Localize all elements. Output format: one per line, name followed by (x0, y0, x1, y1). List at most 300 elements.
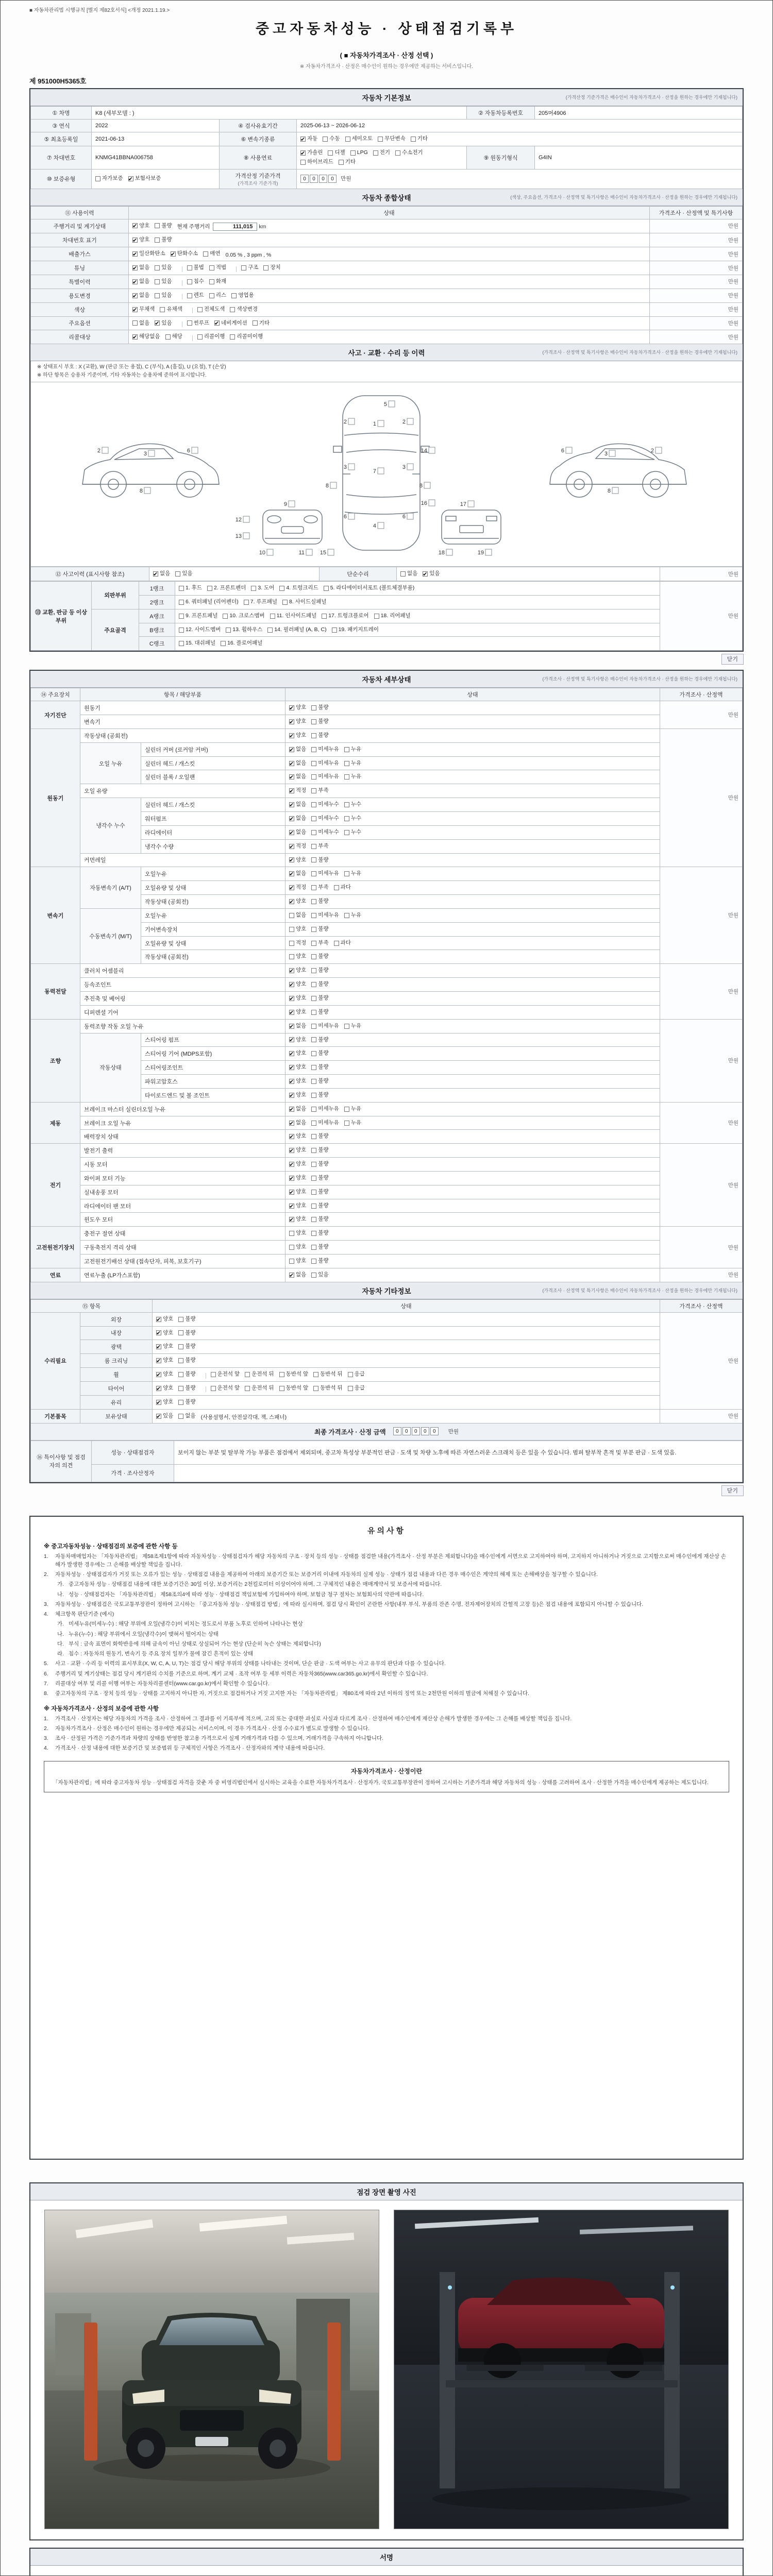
option-미세누유[interactable] (311, 1022, 339, 1031)
option-없음[interactable] (289, 1118, 306, 1128)
option-4. 트렁크리드[interactable] (279, 584, 318, 593)
section-misc-note: (가격조사 · 산정액 및 특기사항은 매수인이 자동차가격조사 · 산정을 원하는 경우에만 기재됩니다) (542, 1287, 737, 1293)
option-양호[interactable] (289, 1229, 306, 1238)
option-부족[interactable] (311, 842, 328, 851)
option-있음[interactable] (175, 569, 192, 579)
option-침수[interactable] (187, 277, 204, 286)
option-8. 사이드실패널[interactable] (282, 598, 327, 607)
option-양호[interactable] (289, 1036, 306, 1045)
option-유채색[interactable] (160, 305, 182, 314)
option-label: 양호 (296, 718, 307, 725)
option-label: 양호 (163, 1315, 174, 1322)
checkbox-icon (178, 1317, 183, 1322)
option-기타[interactable] (339, 158, 356, 167)
transmission-options (297, 132, 743, 146)
summary-item-label: 리콜대상 (31, 330, 129, 344)
option-양호[interactable] (289, 1132, 306, 1141)
notice-box (29, 1516, 744, 2160)
option-누유[interactable] (344, 1022, 361, 1031)
option-없음[interactable] (289, 1270, 306, 1280)
option-적정[interactable] (289, 939, 306, 948)
option-불량[interactable] (311, 1008, 328, 1017)
table-row (31, 107, 743, 120)
option-불량[interactable] (311, 1091, 328, 1100)
option-불량[interactable] (311, 1243, 328, 1252)
base-price-value (297, 169, 743, 189)
option-양호[interactable] (156, 1329, 173, 1338)
misc-item-label: 내장 (80, 1326, 153, 1340)
checkbox-icon (279, 1372, 284, 1377)
misc-row (31, 1368, 743, 1382)
option-양호[interactable] (289, 856, 306, 865)
exchange-section-label: ⑬ 교환, 판금 등 이상 부위 (31, 582, 92, 651)
option-없음[interactable] (289, 772, 306, 782)
option-LPG[interactable] (350, 148, 368, 158)
option-없음[interactable] (132, 319, 149, 328)
rank-label: 2랭크 (139, 595, 175, 609)
option-부족[interactable] (311, 883, 328, 892)
option-동반석 뒤[interactable] (313, 1384, 343, 1393)
option-label: 없음 (160, 570, 171, 577)
option-불량[interactable] (178, 1384, 195, 1393)
panel-number-label: 3 (143, 451, 147, 457)
option-양호[interactable] (289, 966, 306, 975)
option-양호[interactable] (289, 703, 306, 713)
option-부족[interactable] (311, 786, 328, 795)
notice-item (44, 1600, 729, 1608)
option-가솔린[interactable] (300, 148, 323, 158)
option-운전석 뒤[interactable] (245, 1384, 274, 1393)
option-양호[interactable] (156, 1356, 173, 1365)
option-label: 불량 (318, 1230, 329, 1236)
option-있음[interactable] (155, 291, 172, 300)
option-양호[interactable] (156, 1315, 173, 1324)
panel-number-label: 12 (235, 517, 242, 523)
option-없음[interactable] (289, 1022, 306, 1031)
option-없음[interactable] (289, 759, 306, 768)
option-label: 양호 (296, 1064, 307, 1071)
option-해당[interactable] (165, 332, 182, 342)
option-없음[interactable] (289, 911, 306, 920)
option-영업용[interactable] (231, 291, 254, 300)
option-label: 누유 (350, 759, 362, 766)
option-누유[interactable] (344, 745, 361, 754)
option-양호[interactable] (289, 952, 306, 961)
option-미세누유[interactable] (311, 911, 339, 920)
option-미세누유[interactable] (311, 1118, 339, 1128)
option-동반석 뒤[interactable] (313, 1370, 343, 1379)
price-survey-note: ※ 자동차가격조사 · 산정은 매수인이 원하는 경우에만 제공하는 서비스입니다. (299, 64, 474, 70)
option-없음[interactable] (289, 828, 306, 837)
checkbox-icon (155, 293, 160, 298)
checkbox-icon (289, 913, 294, 918)
damage-code-box (192, 447, 198, 453)
checkbox-icon (311, 1093, 316, 1098)
option-16. 플로어패널[interactable] (221, 639, 262, 648)
option-5. 라디에이터서포트 (볼트체결부품)[interactable] (324, 584, 415, 593)
option-적정[interactable] (289, 842, 306, 851)
state-extra-text: (사용설명서, 안전삼각대, 잭, 스패너) (200, 1414, 287, 1420)
option-운전석 앞[interactable] (211, 1370, 240, 1379)
basic-summary-accident-box (29, 88, 744, 652)
option-불량[interactable] (311, 980, 328, 989)
checkbox-icon (344, 830, 349, 835)
option-17. 트렁크플로어[interactable] (322, 612, 368, 621)
option-3. 도어[interactable] (251, 584, 274, 593)
checkbox-icon (179, 641, 184, 646)
option-수동[interactable] (323, 134, 340, 144)
checkbox-checked-icon (156, 1358, 161, 1363)
option-불량[interactable] (311, 1063, 328, 1072)
table-header-row (31, 688, 743, 701)
option-누유[interactable] (344, 869, 361, 878)
checkbox-icon (344, 1121, 349, 1126)
option-리스[interactable] (209, 291, 226, 300)
option-불량[interactable] (311, 952, 328, 961)
option-불량[interactable] (311, 925, 328, 934)
option-12. 사이드멤버[interactable] (179, 625, 221, 635)
option-불량[interactable] (311, 994, 328, 1003)
option-불량[interactable] (178, 1370, 195, 1379)
option-양호[interactable] (289, 980, 306, 989)
option-label: LPG (357, 149, 368, 156)
option-1. 후드[interactable] (179, 584, 202, 593)
option-양호[interactable] (132, 235, 149, 245)
option-동반석 앞[interactable] (279, 1370, 309, 1379)
option-운전석 뒤[interactable] (245, 1370, 274, 1379)
option-기타[interactable] (253, 319, 270, 328)
option-구조[interactable] (241, 263, 258, 273)
option-양호[interactable] (289, 1160, 306, 1169)
base-price-label-text: 가격산정 기준가격 (235, 173, 281, 179)
option-미세누유[interactable] (311, 1105, 339, 1114)
option-불량[interactable] (311, 1077, 328, 1086)
checkbox-icon (197, 307, 203, 312)
option-색상변경[interactable] (230, 305, 258, 314)
option-양호[interactable] (289, 1243, 306, 1252)
checkbox-icon (311, 705, 316, 710)
option-label: 양호 (163, 1343, 174, 1350)
checkbox-icon (311, 1107, 316, 1112)
state-cell (285, 1047, 660, 1061)
option-불량[interactable] (311, 856, 328, 865)
option-불법[interactable] (187, 263, 204, 273)
checkbox-checked-icon (156, 1400, 161, 1405)
option-없음[interactable] (132, 263, 149, 273)
checkbox-icon (279, 586, 284, 591)
option-label: 불량 (185, 1343, 196, 1350)
option-불량[interactable] (311, 1201, 328, 1211)
option-불량[interactable] (155, 235, 172, 245)
item-number: 다. (57, 1640, 64, 1647)
option-장치[interactable] (263, 263, 280, 273)
option-운전석 앞[interactable] (211, 1384, 240, 1393)
option-19. 패키지트레이[interactable] (332, 625, 379, 635)
option-13. 휠하우스[interactable] (226, 625, 262, 635)
option-label: 불량 (318, 1244, 329, 1250)
option-있음[interactable] (155, 277, 172, 286)
option-있음[interactable] (156, 1412, 173, 1421)
option-없음[interactable] (289, 814, 306, 823)
close-button[interactable]: 닫기 (721, 654, 744, 665)
option-불량[interactable] (311, 1036, 328, 1045)
summary-table (30, 206, 743, 345)
option-누유[interactable] (344, 772, 361, 782)
option-6. 쿼터패널 (리어펜더)[interactable] (179, 598, 239, 607)
section-accident-title: 사고 · 교환 · 수리 등 이력 (348, 349, 425, 358)
option-label: 불법 (193, 264, 204, 271)
option-없음[interactable] (289, 745, 306, 754)
checkbox-checked-icon (289, 1107, 294, 1112)
option-양호[interactable] (289, 1091, 306, 1100)
option-불량[interactable] (178, 1342, 195, 1351)
option-응급[interactable] (348, 1370, 365, 1379)
option-양호[interactable] (289, 1201, 306, 1211)
option-9. 프론트패널[interactable] (179, 612, 217, 621)
option-불량[interactable] (311, 731, 328, 740)
option-14. 필러패널 (A, B, C)[interactable] (267, 625, 326, 635)
item-text: 자동차성능 · 상태점검은 국토교통부장관이 정하여 고시하는 「중고자동차 성능 · 상태점검 방법」에 따라 실시하며, 점검 당시 확인이 곤란한 사항(내부 부식, 부품의 잔존 수명, 전자제어장치의 간헐적 고장 등)은 점검 내용에 포함되지 아니할 수 있습니다. (55, 1601, 644, 1607)
state-cell (285, 964, 660, 978)
option-적법[interactable] (209, 263, 226, 273)
option-양호[interactable] (289, 994, 306, 1003)
option-과다[interactable] (334, 939, 351, 948)
item-label: 파워고압호스 (141, 1075, 285, 1089)
option-label: 없음 (139, 264, 150, 271)
option-누수[interactable] (344, 814, 361, 823)
option-네비게이션[interactable] (214, 319, 247, 328)
option-양호[interactable] (289, 1174, 306, 1183)
option-양호[interactable] (289, 731, 306, 740)
option-누유[interactable] (344, 1105, 361, 1114)
option-불량[interactable] (178, 1329, 195, 1338)
option-7. 루프패널[interactable] (244, 598, 277, 607)
checkbox-checked-icon (289, 1273, 294, 1278)
checkbox-icon (311, 1204, 316, 1209)
option-전체도색[interactable] (197, 305, 225, 314)
first-reg-value: 2021-06-13 (92, 132, 220, 146)
option-자가보증[interactable] (95, 174, 123, 183)
option-양호[interactable] (289, 897, 306, 906)
option-해당없음[interactable] (132, 332, 160, 342)
option-label: 장치 (270, 264, 281, 271)
misc-state-cell (153, 1368, 660, 1382)
option-미세누유[interactable] (311, 759, 339, 768)
option-적정[interactable] (289, 786, 306, 795)
option-누유[interactable] (344, 911, 361, 920)
option-불량[interactable] (178, 1356, 195, 1365)
checkbox-icon (289, 1231, 294, 1236)
option-동반석 앞[interactable] (279, 1384, 309, 1393)
option-불량[interactable] (311, 1174, 328, 1183)
option-매연[interactable] (203, 249, 220, 259)
option-label: 하이브리드 (307, 158, 333, 165)
option-누수[interactable] (344, 828, 361, 837)
option-미세누수[interactable] (311, 828, 339, 837)
option-양호[interactable] (156, 1384, 173, 1393)
option-부족[interactable] (311, 939, 328, 948)
option-18. 리어패널[interactable] (374, 612, 411, 621)
option-15. 대쉬패널[interactable] (179, 639, 215, 648)
detail-row (31, 1158, 743, 1172)
checkbox-checked-icon (289, 1065, 294, 1070)
damage-code-box (609, 450, 615, 456)
misc-col-item: ⑮ 항목 (31, 1299, 153, 1312)
detail-row (31, 1033, 743, 1047)
option-불량[interactable] (311, 966, 328, 975)
option-불량[interactable] (311, 1257, 328, 1266)
rank-parts-cell (175, 637, 660, 651)
option-양호[interactable] (289, 1257, 306, 1266)
option-전기[interactable] (373, 148, 390, 158)
option-불량[interactable] (311, 1229, 328, 1238)
option-없음[interactable] (400, 569, 417, 579)
option-양호[interactable] (156, 1342, 173, 1351)
option-없음[interactable] (289, 1105, 306, 1114)
option-미세누유[interactable] (311, 869, 339, 878)
price-digit-box: 0 (412, 1427, 420, 1435)
option-미세누유[interactable] (311, 745, 339, 754)
option-하이브리드[interactable] (300, 158, 333, 167)
item-label: 시동 모터 (80, 1158, 285, 1172)
damage-code-box (378, 522, 384, 529)
damage-code-box (330, 482, 337, 488)
option-수소전기[interactable] (395, 148, 423, 158)
option-있음[interactable] (311, 1270, 328, 1280)
option-리콜미이행[interactable] (230, 332, 263, 342)
option-양호[interactable] (289, 1063, 306, 1072)
option-누유[interactable] (344, 759, 361, 768)
option-양호[interactable] (289, 1215, 306, 1224)
item-label: 스티어링조인트 (141, 1061, 285, 1075)
option-label: 부족 (318, 842, 329, 849)
option-label: 있음 (429, 570, 440, 577)
state-extra-text: 0.05 % , 3 ppm , % (225, 252, 272, 259)
option-없음[interactable] (289, 800, 306, 809)
option-썬루프[interactable] (187, 319, 209, 328)
option-응급[interactable] (348, 1384, 365, 1393)
odometer-unit: km (259, 224, 266, 230)
option-label: 미세누유 (318, 1119, 339, 1126)
option-없음[interactable] (153, 569, 170, 579)
option-label: 화재 (215, 278, 227, 284)
option-label: 양호 (163, 1371, 174, 1378)
option-불량[interactable] (178, 1315, 195, 1324)
option-label: 누유 (350, 745, 362, 752)
checkbox-checked-icon (132, 238, 138, 243)
rank-row (31, 582, 743, 596)
option-불량[interactable] (155, 222, 172, 231)
option-없음[interactable] (132, 291, 149, 300)
option-10. 크로스멤버[interactable] (223, 612, 264, 621)
option-양호[interactable] (156, 1370, 173, 1379)
option-세미오토[interactable] (345, 134, 373, 144)
option-불량[interactable] (311, 1132, 328, 1141)
option-일산화탄소[interactable] (132, 249, 165, 259)
option-미세누유[interactable] (311, 772, 339, 782)
item-label: 스티어링 펌프 (141, 1033, 285, 1047)
option-양호[interactable] (132, 222, 149, 231)
option-렌트[interactable] (187, 291, 204, 300)
device-group-label: 동력전달 (31, 964, 80, 1019)
checkbox-icon (178, 1414, 183, 1419)
option-불량[interactable] (311, 703, 328, 713)
option-보험사보증[interactable] (128, 174, 161, 183)
checkbox-icon (178, 1344, 183, 1349)
option-양호[interactable] (289, 1077, 306, 1086)
option-양호[interactable] (289, 1008, 306, 1017)
option-있음[interactable] (423, 569, 440, 579)
option-미세누수[interactable] (311, 800, 339, 809)
option-양호[interactable] (289, 1049, 306, 1058)
checkbox-checked-icon (289, 761, 294, 766)
option-불량[interactable] (311, 1160, 328, 1169)
option-불량[interactable] (311, 1049, 328, 1058)
checkbox-icon (311, 1259, 316, 1264)
panel-number-label: 1 (373, 421, 376, 428)
option-화재[interactable] (209, 277, 226, 286)
checkbox-checked-icon (289, 885, 294, 890)
option-불량[interactable] (311, 1215, 328, 1224)
option-없음[interactable] (132, 277, 149, 286)
checkbox-icon (311, 1079, 316, 1084)
option-양호[interactable] (289, 925, 306, 934)
item-number: 가. (57, 1621, 64, 1628)
option-label: 17. 트렁크플로어 (328, 612, 369, 619)
close-button[interactable]: 닫기 (721, 1485, 744, 1496)
option-없음[interactable] (178, 1412, 195, 1421)
item-text: 침수 : 자동차의 원동기, 변속기 등 주요 장치 일부가 물에 잠긴 흔적이 있는 상태 (69, 1651, 254, 1657)
option-미세누수[interactable] (311, 814, 339, 823)
option-없음[interactable] (289, 869, 306, 878)
option-과다[interactable] (334, 883, 351, 892)
option-불량[interactable] (311, 717, 328, 726)
checkbox-icon (155, 279, 160, 284)
item-label: 실린더 커버 (로커암 커버) (141, 742, 285, 756)
option-불량[interactable] (178, 1398, 195, 1407)
rank-group-label: 외판부위 (92, 582, 139, 609)
diagram-number-markers (97, 401, 662, 556)
option-양호[interactable] (289, 1188, 306, 1197)
option-기타[interactable] (411, 134, 428, 144)
option-누수[interactable] (344, 800, 361, 809)
option-적정[interactable] (289, 883, 306, 892)
option-11. 인사이드패널[interactable] (270, 612, 317, 621)
summary-row (31, 233, 743, 247)
option-있음[interactable] (155, 319, 172, 328)
option-디젤[interactable] (328, 148, 345, 158)
option-무단변속[interactable] (378, 134, 406, 144)
option-있음[interactable] (155, 263, 172, 273)
option-불량[interactable] (311, 897, 328, 906)
option-리콜이행[interactable] (197, 332, 225, 342)
option-불량[interactable] (311, 1188, 328, 1197)
option-불량[interactable] (311, 1146, 328, 1155)
option-탄화수소[interactable] (171, 249, 198, 259)
item-number: 6. (44, 1670, 48, 1677)
option-양호[interactable] (289, 717, 306, 726)
option-label: 13. 휠하우스 (232, 626, 263, 633)
option-양호[interactable] (289, 1146, 306, 1155)
option-2. 프론트펜더[interactable] (207, 584, 246, 593)
option-자동[interactable] (300, 134, 317, 144)
option-양호[interactable] (156, 1398, 173, 1407)
state-cell (285, 908, 660, 922)
option-누유[interactable] (344, 1118, 361, 1128)
option-무채색[interactable] (132, 305, 155, 314)
divider (192, 308, 193, 313)
section-basic-title: 자동차 기본정보 (362, 94, 411, 102)
